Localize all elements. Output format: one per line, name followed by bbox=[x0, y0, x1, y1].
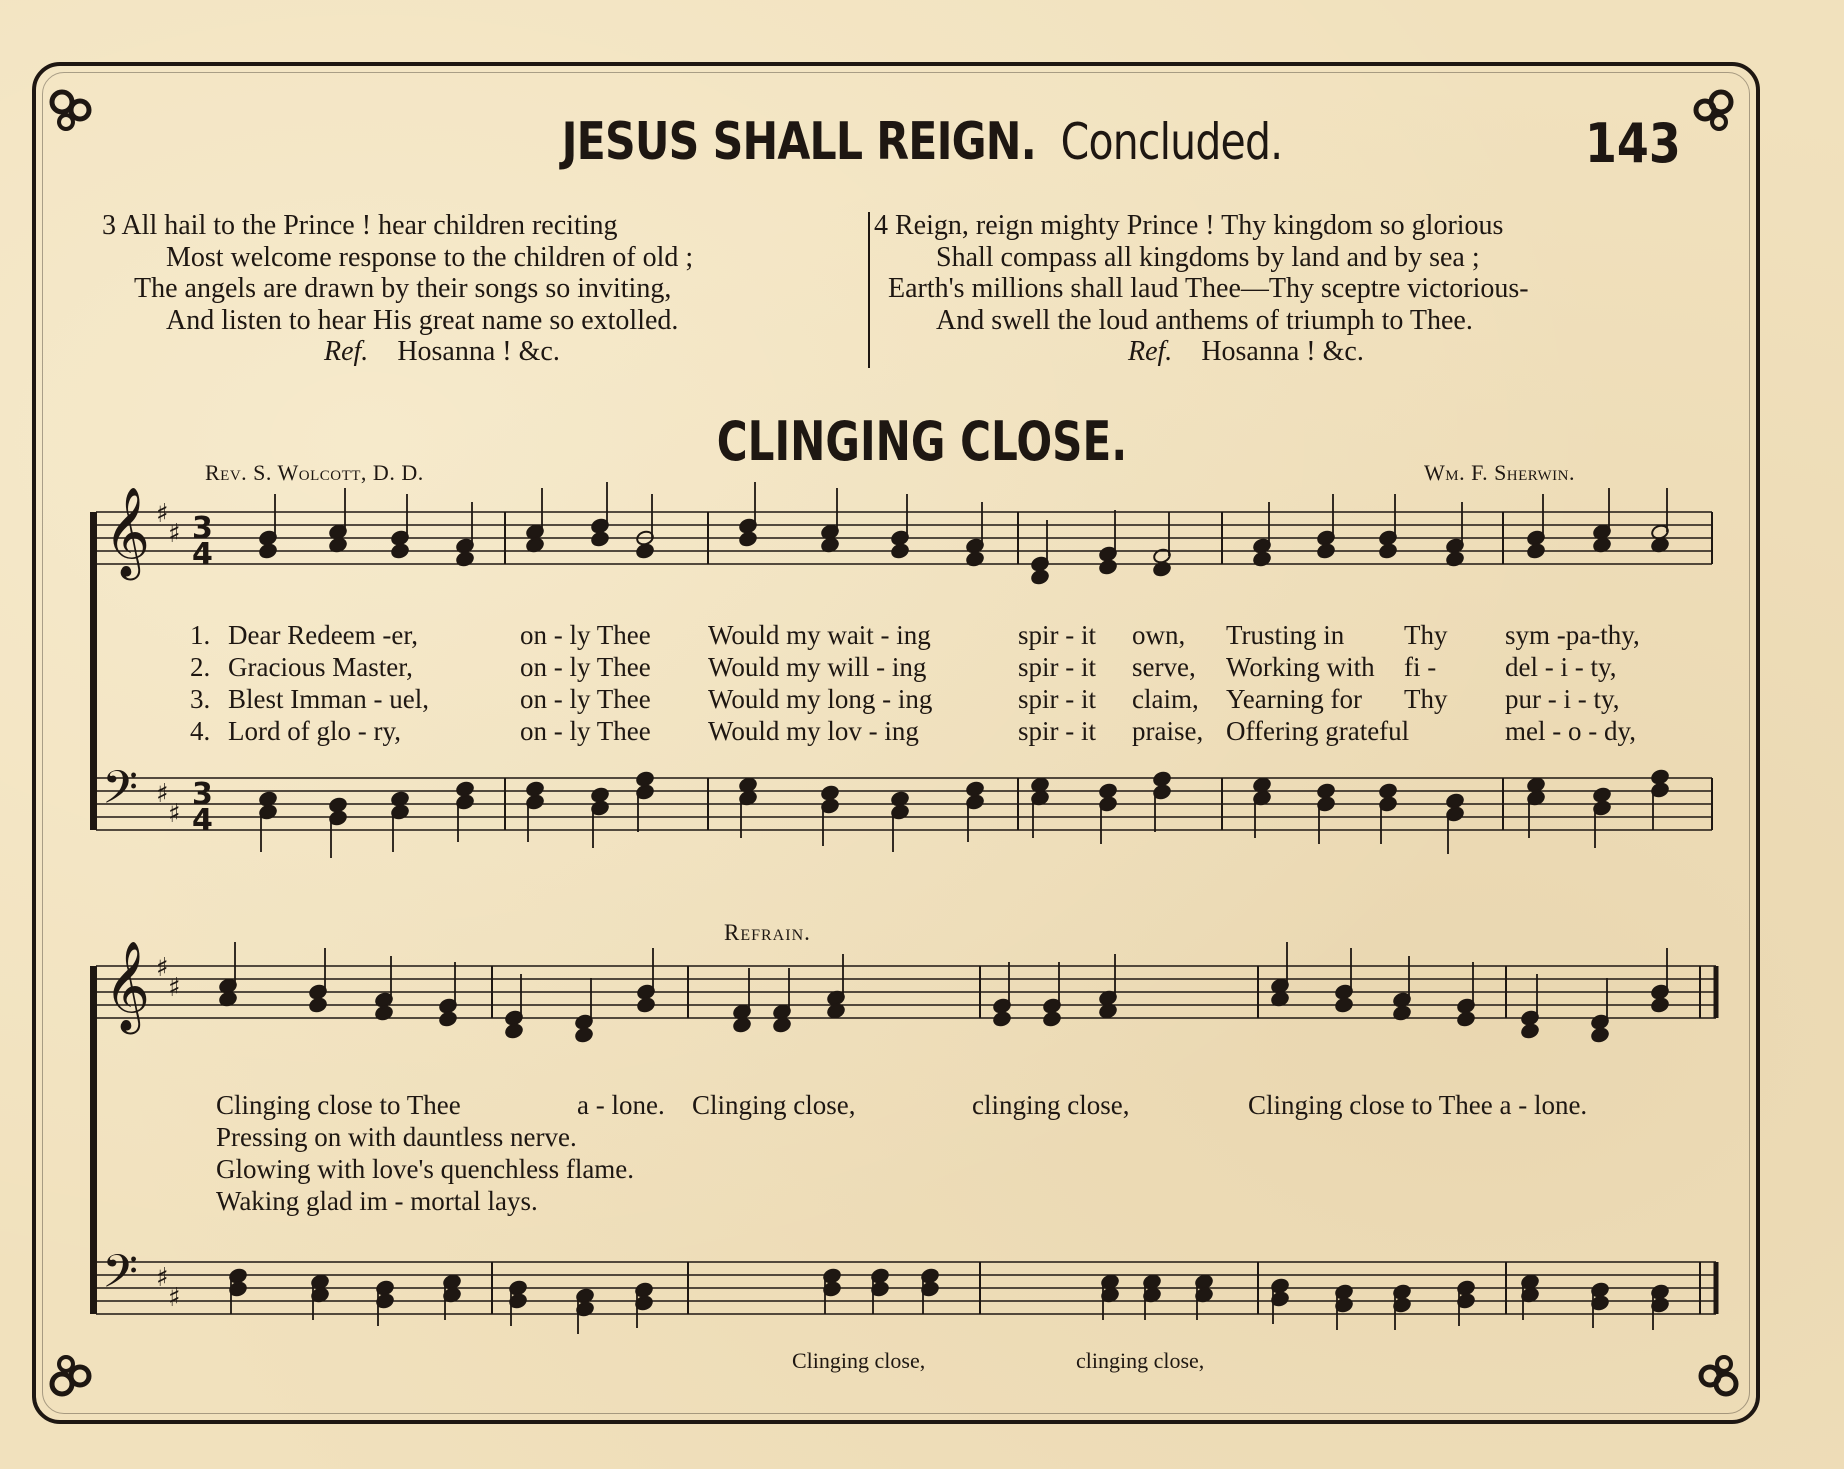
lyric-syllable-group: Would my lov - ing bbox=[708, 716, 919, 746]
note-head bbox=[1152, 771, 1171, 788]
note-head bbox=[455, 781, 474, 798]
note-head bbox=[1590, 1027, 1609, 1044]
sharp-sign: ♯ bbox=[156, 1263, 169, 1293]
verse-number: 3. bbox=[190, 684, 211, 714]
note-head bbox=[1650, 769, 1669, 786]
bass-clef: 𝄢 bbox=[102, 1245, 139, 1310]
sharp-sign: ♯ bbox=[168, 1283, 181, 1313]
treble-clef: 𝄞 bbox=[104, 487, 151, 577]
lyric-syllable-group: claim, bbox=[1132, 684, 1199, 714]
sharp-sign: ♯ bbox=[168, 973, 181, 1003]
note-head bbox=[965, 551, 984, 568]
lyric-syllable-group: Offering grateful bbox=[1226, 716, 1410, 746]
refrain-lyric: Pressing on with dauntless nerve. bbox=[216, 1122, 577, 1152]
refrain-lyric: Waking glad im - mortal lays. bbox=[216, 1186, 538, 1216]
note-head bbox=[390, 791, 409, 808]
verse-number: 2. bbox=[190, 652, 211, 682]
refrain-lyric: Clinging close to Thee a - lone. bbox=[1248, 1090, 1588, 1120]
note-head bbox=[1520, 1023, 1539, 1040]
song-title-previous: JESUS SHALL REIGN. bbox=[561, 112, 1037, 172]
verse-line: And swell the loud anthems of triumph to Thee. bbox=[936, 304, 1473, 336]
note-head bbox=[732, 1017, 751, 1034]
verse-line: Earth's millions shall laud Thee—Thy sceptre victorious- bbox=[888, 273, 1529, 304]
lyric-syllable-group: spir - it bbox=[1018, 652, 1096, 682]
verse-line: Most welcome response to the children of old ; bbox=[166, 241, 694, 273]
bass-echo-lyric: clinging close, bbox=[1076, 1348, 1205, 1373]
lyric-syllable-group: on - ly Thee bbox=[520, 652, 651, 682]
time-signature: 3 bbox=[192, 511, 213, 546]
note-head bbox=[992, 1011, 1011, 1028]
verse-line: The angels are drawn by their songs so inviting, bbox=[134, 273, 672, 304]
note-head bbox=[1316, 783, 1335, 800]
lyric-syllable-group: Lord of glo - ry, bbox=[228, 716, 401, 746]
note-head bbox=[636, 997, 655, 1014]
note-head bbox=[1445, 793, 1464, 810]
sharp-sign: ♯ bbox=[168, 519, 181, 549]
lyric-syllable-group: Would my long - ing bbox=[708, 684, 933, 714]
lyric-syllable-group: Dear Redeem -er, bbox=[228, 620, 419, 650]
verse-line: 4 Reign, reign mighty Prince ! Thy kingdom so glorious bbox=[874, 210, 1504, 241]
treble-clef: 𝄞 bbox=[104, 941, 151, 1031]
ref-text: Hosanna ! &c. bbox=[397, 336, 560, 367]
note-head bbox=[1392, 1005, 1411, 1022]
lyric-syllable-group: Would my wait - ing bbox=[708, 620, 931, 650]
note-head bbox=[258, 791, 277, 808]
refrain-lyric: clinging close, bbox=[972, 1090, 1130, 1120]
note-head bbox=[455, 551, 474, 568]
bass-clef: 𝄢 bbox=[102, 761, 139, 826]
lyric-syllable-group: mel - o - dy, bbox=[1505, 716, 1636, 746]
lyric-syllable-group: on - ly Thee bbox=[520, 620, 651, 650]
note-head bbox=[635, 543, 654, 560]
note-head bbox=[590, 787, 609, 804]
refrain-lyric: Clinging close to Thee bbox=[216, 1090, 461, 1120]
lyric-syllable-group: del - i - ty, bbox=[1505, 652, 1617, 682]
song-title: CLINGING CLOSE. bbox=[716, 410, 1128, 473]
time-signature: 4 bbox=[192, 537, 213, 572]
verse-number: 1. bbox=[190, 620, 211, 650]
note-head bbox=[1030, 569, 1049, 586]
note-head bbox=[525, 781, 544, 798]
lyric-syllable-group: praise, bbox=[1132, 716, 1204, 746]
system-brace bbox=[90, 512, 95, 830]
lyric-syllable-group: own, bbox=[1132, 620, 1186, 650]
time-signature: 3 bbox=[192, 777, 213, 812]
lyric-syllable-group: serve, bbox=[1132, 652, 1196, 682]
time-signature: 4 bbox=[192, 803, 213, 838]
lyric-syllable-group: on - ly Thee bbox=[520, 716, 651, 746]
concluded-label: Concluded. bbox=[1060, 113, 1283, 171]
bass-echo-lyric: Clinging close, bbox=[792, 1348, 926, 1373]
lyric-syllable-group: Blest Imman - uel, bbox=[228, 684, 429, 714]
note-head bbox=[308, 997, 327, 1014]
note-head bbox=[1650, 997, 1669, 1014]
note-head bbox=[374, 1005, 393, 1022]
note-head bbox=[1098, 559, 1117, 576]
note-head bbox=[1526, 543, 1545, 560]
note-head bbox=[1445, 551, 1464, 568]
note-head bbox=[574, 1027, 593, 1044]
note-head bbox=[890, 543, 909, 560]
note-head bbox=[1456, 1011, 1475, 1028]
note-head bbox=[590, 531, 609, 548]
sharp-sign: ♯ bbox=[156, 779, 169, 809]
note-head bbox=[965, 781, 984, 798]
refrain-label: Refrain. bbox=[724, 920, 811, 945]
composer-credit: Wm. F. Sherwin. bbox=[1424, 460, 1575, 485]
note-head bbox=[635, 771, 654, 788]
lyric-syllable-group: Gracious Master, bbox=[228, 652, 413, 682]
lyric-syllable-group: fi - bbox=[1404, 652, 1437, 682]
note-head bbox=[772, 1017, 791, 1034]
verse-line: Shall compass all kingdoms by land and by sea ; bbox=[936, 241, 1480, 273]
note-head bbox=[1334, 997, 1353, 1014]
ref-label: Ref. bbox=[1128, 336, 1173, 367]
note-head bbox=[1378, 783, 1397, 800]
note-head bbox=[390, 543, 409, 560]
verse-line: And listen to hear His great name so extolled. bbox=[166, 304, 679, 336]
note-head bbox=[1152, 561, 1171, 578]
note-head bbox=[1592, 787, 1611, 804]
note-head bbox=[1252, 551, 1271, 568]
ref-text: Hosanna ! &c. bbox=[1201, 336, 1364, 367]
note-head bbox=[258, 543, 277, 560]
system-brace bbox=[90, 966, 95, 1314]
lyric-syllable-group: Working with bbox=[1226, 652, 1375, 682]
note-head bbox=[504, 1023, 523, 1040]
sharp-sign: ♯ bbox=[168, 799, 181, 829]
lyric-syllable-group: Thy bbox=[1404, 684, 1448, 714]
note-head bbox=[328, 797, 347, 814]
note-head bbox=[1378, 543, 1397, 560]
lyric-syllable-group: Thy bbox=[1404, 620, 1448, 650]
lyric-syllable-group: Trusting in bbox=[1226, 620, 1345, 650]
note-head bbox=[738, 531, 757, 548]
lyric-syllable-group: spir - it bbox=[1018, 716, 1096, 746]
refrain-lyric: Glowing with love's quenchless flame. bbox=[216, 1154, 635, 1184]
sharp-sign: ♯ bbox=[156, 953, 169, 983]
note-head bbox=[820, 785, 839, 802]
note-head bbox=[890, 791, 909, 808]
sharp-sign: ♯ bbox=[156, 499, 169, 529]
lyric-syllable-group: Would my will - ing bbox=[708, 652, 927, 682]
refrain-lyric: Clinging close, bbox=[692, 1090, 856, 1120]
verse-line: 3 All hail to the Prince ! hear children reciting bbox=[102, 210, 618, 241]
lyric-syllable-group: spir - it bbox=[1018, 684, 1096, 714]
lyric-syllable-group: sym -pa-thy, bbox=[1505, 620, 1640, 650]
verse-number: 4. bbox=[190, 716, 211, 746]
lyricist-credit: Rev. S. Wolcott, D. D. bbox=[205, 460, 424, 485]
note-head bbox=[438, 1011, 457, 1028]
page-number: 143 bbox=[1585, 112, 1681, 175]
note-head bbox=[1316, 543, 1335, 560]
lyric-syllable-group: on - ly Thee bbox=[520, 684, 651, 714]
lyric-syllable-group: pur - i - ty, bbox=[1505, 684, 1620, 714]
note-head bbox=[1042, 1011, 1061, 1028]
ref-label: Ref. bbox=[324, 336, 369, 367]
note-head bbox=[1098, 783, 1117, 800]
lyric-syllable-group: spir - it bbox=[1018, 620, 1096, 650]
lyric-syllable-group: Yearning for bbox=[1226, 684, 1362, 714]
refrain-lyric: a - lone. bbox=[577, 1090, 665, 1120]
